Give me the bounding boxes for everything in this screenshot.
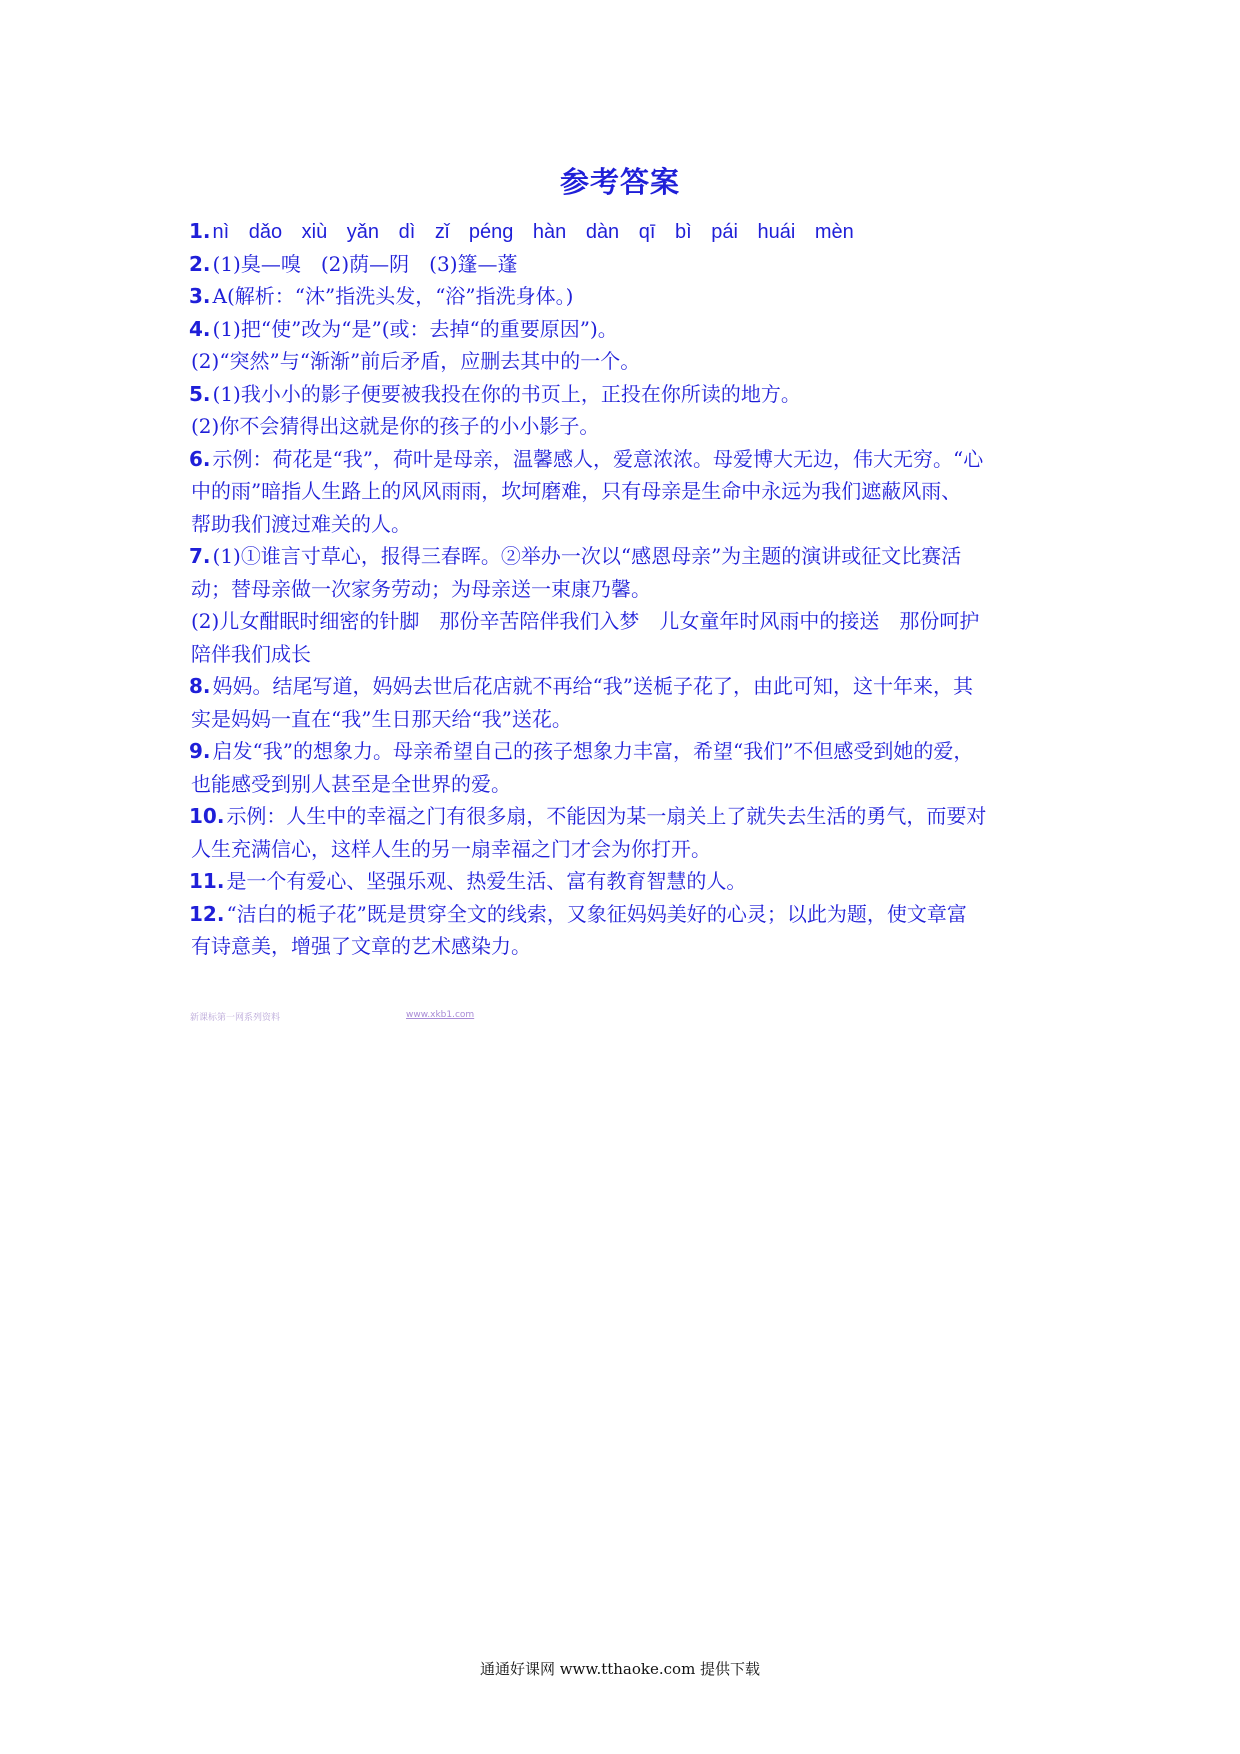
answer-line (189, 800, 1059, 833)
answer-line (189, 475, 1059, 508)
answer-number: 9. (189, 739, 211, 763)
answer-text: (1)①谁言寸草心，报得三春晖。②举办一次以“感恩母亲”为主题的演讲或征文比赛活 (212, 544, 962, 568)
answer-text: 陪伴我们成长 (191, 641, 311, 666)
answer-text: 妈妈。结尾写道，妈妈去世后花店就不再给“我”送栀子花了，由此可知，这十年来，其 (212, 674, 973, 698)
answer-text: 示例：荷花是“我”，荷叶是母亲，温馨感人，爱意浓浓。母爱博大无边，伟大无穷。“心 (212, 446, 984, 471)
answer-number: 7. (189, 544, 211, 568)
answer-line (189, 638, 1059, 671)
answer-text: 是一个有爱心、坚强乐观、热爱生活、富有教育智慧的人。 (226, 869, 747, 893)
answer-line (189, 768, 1059, 801)
answer-number: 11. (189, 869, 225, 893)
answer-line (189, 215, 1059, 248)
answer-text: (1)我小小的影子便要被我投在你的书页上，正投在你所读的地方。 (212, 381, 801, 406)
answer-number: 3. (189, 284, 211, 308)
answer-text: (2)你不会猜得出这就是你的孩子的小小影子。 (191, 414, 600, 438)
answer-text: 中的雨”暗指人生路上的风风雨雨，坎坷磨难，只有母亲是生命中永远为我们遮蔽风雨、 (191, 479, 962, 503)
answer-text: 也能感受到别人甚至是全世界的爱。 (191, 771, 511, 796)
answer-line (189, 410, 1059, 443)
answer-number: 5. (189, 381, 211, 406)
answer-text: 实是妈妈一直在“我”生日那天给“我”送花。 (191, 706, 572, 731)
answer-line (189, 735, 1059, 768)
answer-line (189, 280, 1059, 313)
answer-text: 启发“我”的想象力。母亲希望自己的孩子想象力丰富，希望“我们”不但感受到她的爱， (212, 739, 974, 763)
answer-text: 有诗意美，增强了文章的艺术感染力。 (191, 934, 531, 958)
answer-text: 帮助我们渡过难关的人。 (191, 511, 411, 536)
answer-text: 人生充满信心，这样人生的另一扇幸福之门才会为你打开。 (191, 836, 711, 861)
answer-number: 8. (189, 674, 211, 698)
answer-number: 6. (189, 446, 211, 471)
watermark-link[interactable]: www.xkb1.com (406, 1010, 475, 1020)
answer-text: (2)“突然”与“渐渐”前后矛盾，应删去其中的一个。 (191, 349, 641, 373)
answer-line (189, 508, 1059, 541)
answer-line (189, 605, 1059, 638)
answer-line (189, 703, 1059, 736)
answer-number: 10. (189, 804, 225, 828)
answer-text: A(解析：“沐”指洗头发，“浴”指洗身体。) (212, 284, 574, 308)
answer-text: “洁白的栀子花”既是贯穿全文的线索，又象征妈妈美好的心灵；以此为题，使文章富 (226, 901, 967, 926)
answer-line (189, 345, 1059, 378)
answer-text: (1)臭—嗅 (2)荫—阴 (3)篷—蓬 (212, 251, 518, 276)
answer-text: nì dǎo xiù yǎn dì zǐ péng hàn dàn qī bì pái huái mèn (212, 221, 854, 243)
answer-number: 2. (189, 251, 211, 276)
answer-number: 4. (189, 316, 211, 341)
answer-text: (1)把“使”改为“是”(或：去掉“的重要原因”)。 (212, 316, 618, 341)
answer-line (189, 573, 1059, 606)
answer-number: 12. (189, 901, 225, 926)
answer-line (189, 540, 1059, 573)
answer-text: 动；替母亲做一次家务劳动；为母亲送一束康乃馨。 (191, 576, 651, 601)
answer-line (189, 378, 1059, 411)
watermark-label: 新课标第一网系列资料 (190, 1013, 281, 1023)
answer-line (189, 248, 1059, 281)
answer-line (189, 833, 1059, 866)
answer-line (189, 930, 1059, 963)
page-title: 参考答案 (559, 165, 680, 199)
answer-line (189, 443, 1059, 476)
answer-text: (2)儿女酣眠时细密的针脚 那份辛苦陪伴我们入梦 儿女童年时风雨中的接送 那份呵护 (191, 609, 980, 633)
answer-line (189, 865, 1059, 898)
answer-line (189, 313, 1059, 346)
answer-list (189, 215, 1059, 963)
answer-line (189, 670, 1059, 703)
answer-number: 1. (189, 219, 211, 243)
page-footer: 通通好课网 www.tthaoke.com 提供下载 (479, 1660, 761, 1678)
answer-line (189, 898, 1059, 931)
answer-text: 示例：人生中的幸福之门有很多扇，不能因为某一扇关上了就失去生活的勇气，而要对 (226, 804, 987, 828)
